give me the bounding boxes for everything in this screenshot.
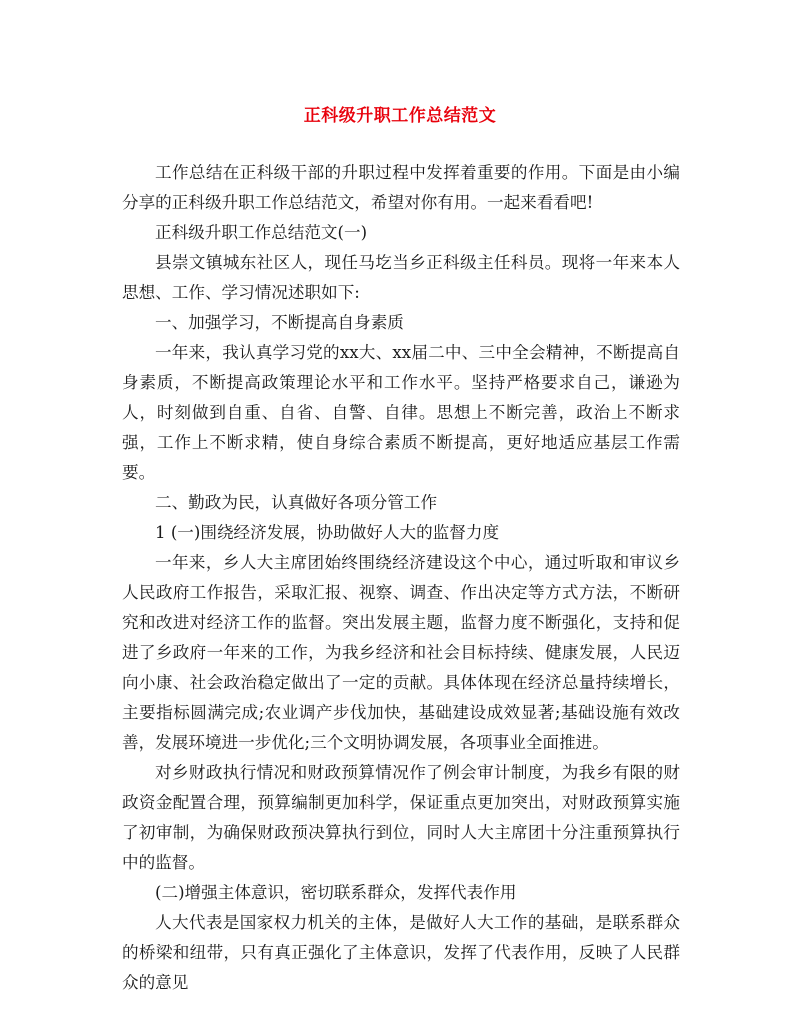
subsection-heading-masses: (二)增强主体意识，密切联系群众，发挥代表作用 — [155, 883, 517, 902]
subsection-heading-economy: 1 (一)围绕经济发展，协助做好人大的监督力度 — [155, 523, 500, 542]
document-title: 正科级升职工作总结范文 — [303, 106, 497, 126]
paragraph-finance: 对乡财政执行情况和财政预算情况作了例会审计制度，为我乡有限的财政资金配置合理，预算编制更加科学，保证重点更加突出，对财政预算实施了初审制，为确保财政预决算执行到位，同时人大主席团十分注重预算执行中的监督。 — [122, 763, 680, 872]
paragraph-self-intro: 县崇文镇城东社区人，现任马圪当乡正科级主任科员。现将一年来本人思想、工作、学习情况述职如下: — [122, 253, 680, 302]
paragraph-intro: 工作总结在正科级干部的升职过程中发挥着重要的作用。下面是由小编分享的正科级升职工作总结范文，希望对你有用。一起来看看吧! — [122, 163, 680, 212]
section-heading-study: 一、加强学习，不断提高自身素质 — [155, 313, 404, 332]
document-body — [122, 158, 680, 998]
paragraph-sample-heading: 正科级升职工作总结范文(一) — [155, 223, 368, 242]
section-heading-work: 二、勤政为民，认真做好各项分管工作 — [155, 493, 438, 512]
paragraph-study: 一年来，我认真学习党的xx大、xx届二中、三中全会精神，不断提高自身素质，不断提高政策理论水平和工作水平。坚持严格要求自己，谦逊为人，时刻做到自重、自省、自警、自律。思想上不断完善，政治上不断求强，工作上不断求精，使自身综合素质不断提高，更好地适应基层工作需要。 — [122, 343, 680, 482]
paragraph-representatives: 人大代表是国家权力机关的主体，是做好人大工作的基础，是联系群众的桥梁和纽带，只有真正强化了主体意识，发挥了代表作用，反映了人民群众的意见 — [122, 913, 680, 992]
paragraph-economy: 一年来，乡人大主席团始终围绕经济建设这个中心，通过听取和审议乡人民政府工作报告，采取汇报、视察、调查、作出决定等方式方法，不断研究和改进对经济工作的监督。突出发展主题，监督力度不断强化，支持和促进了乡政府一年来的工作，为我乡经济和社会目标持续、健康发展，人民迈向小康、社会政治稳定做出了一定的贡献。具体体现在经济总量持续增长，主要指标圆满完成;农业调产步伐加快，基础建设成效显著;基础设施有效改善，发展环境进一步优化;三个文明协调发展，各项事业全面推进。 — [122, 553, 680, 752]
